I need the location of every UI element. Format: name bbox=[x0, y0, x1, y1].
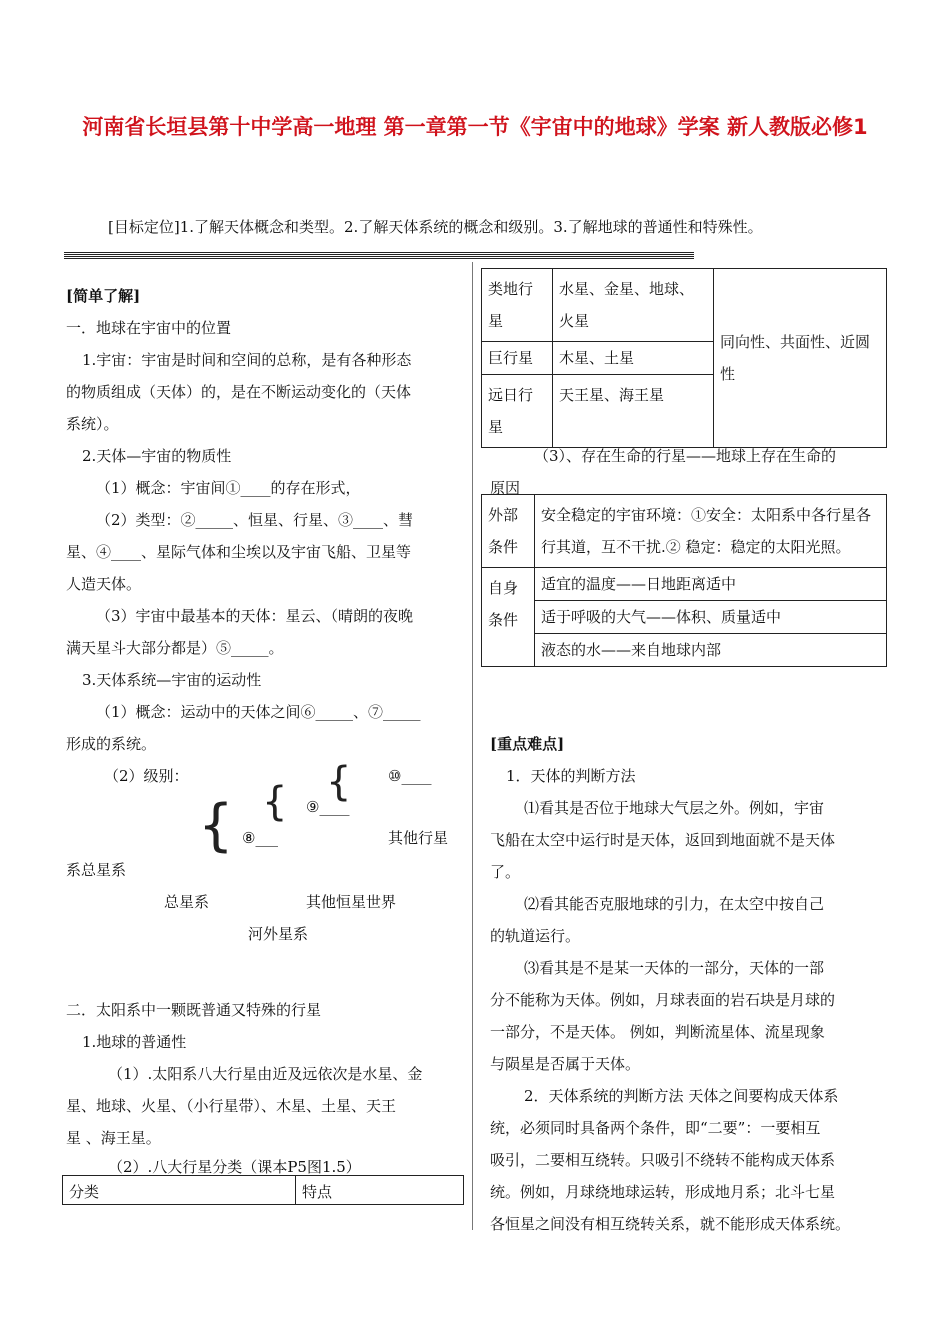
table-cell: 安全稳定的宇宙环境：①安全：太阳系中各行星各行其道，互不干扰.② 稳定：稳定的太阳光照。 bbox=[535, 495, 887, 568]
paragraph: （1）概念：宇宙间①____的存在形式， bbox=[96, 479, 361, 497]
label-other-planets: 其他行星 bbox=[388, 829, 449, 847]
learning-goals: [目标定位]1.了解天体概念和类型。2.了解天体系统的概念和级别。3.了解地球的普通性和特殊性。 bbox=[108, 218, 763, 236]
classification-table-header bbox=[62, 1175, 464, 1205]
paragraph: 2．天体系统的判断方法 天体之间要构成天体系 bbox=[524, 1087, 839, 1105]
paragraph: 人造天体。 bbox=[66, 575, 142, 593]
paragraph: 统，必须同时具备两个条件，即“二要”：一要相互 bbox=[490, 1119, 821, 1137]
section-1-title: 一．地球在宇宙中的位置 bbox=[66, 319, 232, 337]
paragraph: 飞船在太空中运行时是天体，返回到地面就不是天体 bbox=[490, 831, 836, 849]
label-other-stars: 其他恒星世界 bbox=[306, 893, 397, 911]
paragraph: 了。 bbox=[490, 863, 521, 881]
paragraph: （3）宇宙中最基本的天体：星云、（晴朗的夜晚 bbox=[96, 607, 414, 625]
paragraph: （3）、存在生命的行星——地球上存在生命的 bbox=[534, 447, 837, 465]
table-cell: 木星、土星 bbox=[553, 342, 714, 375]
left-brace-icon: { bbox=[326, 759, 352, 805]
page-title: 河南省长垣县第十中学高一地理 第一章第一节《宇宙中的地球》学案 新人教版必修1 bbox=[82, 115, 868, 139]
paragraph: （1）.太阳系八大行星由近及远依次是水星、金 bbox=[108, 1065, 423, 1083]
table-header-cell: 特点 bbox=[296, 1176, 464, 1205]
column-divider bbox=[472, 262, 473, 1230]
blank-10: ⑩____ bbox=[388, 767, 432, 785]
blank-8: ⑧___ bbox=[242, 829, 278, 847]
section-heading-keypoints: [重点难点] bbox=[490, 735, 565, 753]
left-brace-icon: { bbox=[198, 793, 234, 858]
table-cell: 自身条件 bbox=[482, 568, 535, 667]
blank-9: ⑨____ bbox=[306, 798, 350, 816]
paragraph: 与陨星是否属于天体。 bbox=[490, 1055, 641, 1073]
paragraph: 吸引，二要相互绕转。只吸引不绕转不能构成天体系 bbox=[490, 1151, 836, 1169]
paragraph: 的物质组成（天体）的，是在不断运动变化的（天体 bbox=[66, 383, 412, 401]
table-cell: 外部条件 bbox=[482, 495, 535, 568]
paragraph: （1）概念：运动中的天体之间⑥_____、⑦_____ bbox=[96, 703, 421, 721]
paragraph: 系统）。 bbox=[66, 415, 119, 433]
subsection-title: 1．天体的判断方法 bbox=[506, 767, 636, 785]
section-heading-basic: [简单了解] bbox=[66, 287, 141, 305]
life-conditions-table bbox=[481, 494, 887, 667]
separator-line bbox=[64, 252, 694, 259]
label-solar-system: 系总星系 bbox=[66, 861, 127, 879]
paragraph: 各恒星之间没有相互绕转关系，就不能形成天体系统。 bbox=[490, 1215, 851, 1233]
paragraph: 一部分，不是天体。 例如，判断流星体、流星现象 bbox=[490, 1023, 825, 1041]
section-2-title: 二．太阳系中一颗既普通又特殊的行星 bbox=[66, 1001, 322, 1019]
paragraph: 星、④____、星际气体和尘埃以及宇宙飞船、卫星等 bbox=[66, 543, 412, 561]
paragraph: ⑶看其是不是某一天体的一部分，天体的一部 bbox=[524, 959, 825, 977]
paragraph: 满天星斗大部分都是）⑤_____。 bbox=[66, 639, 284, 657]
table-cell: 水星、金星、地球、火星 bbox=[553, 269, 714, 342]
paragraph: 1.宇宙：宇宙是时间和空间的总称，是有各种形态 bbox=[82, 351, 412, 369]
label-total-galaxy: 总星系 bbox=[164, 893, 210, 911]
table-cell: 天王星、海王星 bbox=[553, 375, 714, 448]
paragraph: 星 、海王星。 bbox=[66, 1129, 161, 1147]
paragraph: （2）.八大行星分类（课本P5图1.5） bbox=[108, 1158, 361, 1176]
paragraph: （2）类型：②_____、恒星、行星、③____、彗 bbox=[96, 511, 414, 529]
label-extragalactic: 河外星系 bbox=[248, 925, 309, 943]
paragraph: 分不能称为天体。例如，月球表面的岩石块是月球的 bbox=[490, 991, 836, 1009]
paragraph: （2）级别： bbox=[104, 767, 189, 785]
table-header-cell: 分类 bbox=[63, 1176, 296, 1205]
paragraph: 形成的系统。 bbox=[66, 735, 157, 753]
paragraph: 的轨道运行。 bbox=[490, 927, 581, 945]
table-cell: 液态的水——来自地球内部 bbox=[535, 634, 887, 667]
table-cell-feature: 同向性、共面性、近圆性 bbox=[714, 269, 887, 448]
planet-classification-table bbox=[481, 268, 887, 448]
paragraph: 统。例如，月球绕地球运转，形成地月系；北斗七星 bbox=[490, 1183, 836, 1201]
paragraph: ⑴看其是否位于地球大气层之外。例如，宇宙 bbox=[524, 799, 825, 817]
table-cell: 巨行星 bbox=[482, 342, 553, 375]
subsection-title: 1.地球的普通性 bbox=[82, 1033, 187, 1051]
paragraph: ⑵看其能否克服地球的引力，在太空中按自己 bbox=[524, 895, 825, 913]
subsection-title: 2.天体—宇宙的物质性 bbox=[82, 447, 232, 465]
table-cell: 类地行星 bbox=[482, 269, 553, 342]
table-cell: 适宜的温度——日地距离适中 bbox=[535, 568, 887, 601]
left-brace-icon: { bbox=[262, 779, 288, 825]
paragraph: 星、地球、火星、（小行星带）、木星、土星、天王 bbox=[66, 1097, 397, 1115]
subsection-title: 3.天体系统—宇宙的运动性 bbox=[82, 671, 262, 689]
table-cell: 适于呼吸的大气——体积、质量适中 bbox=[535, 601, 887, 634]
table-cell: 远日行星 bbox=[482, 375, 553, 448]
paragraph: 原因 bbox=[490, 479, 521, 497]
